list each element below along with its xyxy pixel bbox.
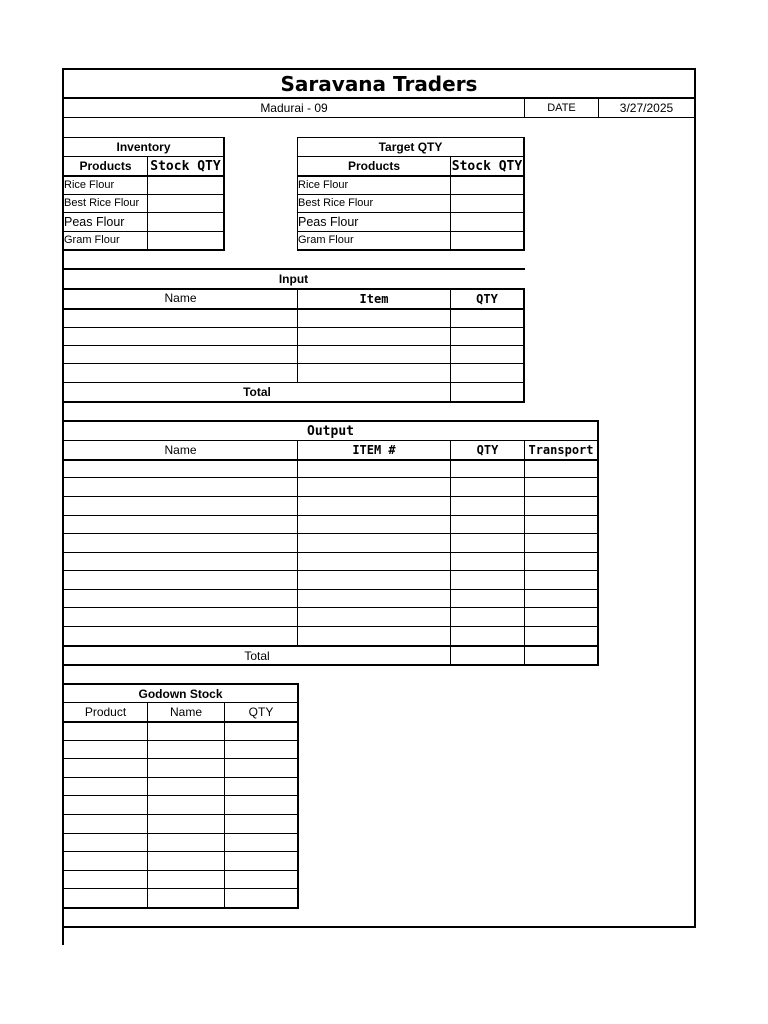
output-col-name: Name [164, 443, 197, 457]
inventory-row-product: Gram Flour [64, 234, 120, 246]
input-col-qty: QTY [476, 292, 498, 306]
target-col-stock: Stock QTY [451, 158, 523, 174]
date-value: 3/27/2025 [619, 101, 674, 115]
input-col-name: Name [164, 291, 197, 305]
target-col-products: Products [347, 159, 400, 173]
target-row-product: Gram Flour [298, 234, 354, 246]
godown-title: Godown Stock [138, 686, 223, 701]
inventory-row-product: Peas Flour [64, 214, 125, 229]
target-row-product: Peas Flour [298, 214, 359, 229]
input-col-item: Item [359, 292, 389, 306]
godown-col-product: Product [84, 705, 127, 719]
inventory-row-product: Best Rice Flour [64, 197, 140, 209]
company-title: Saravana Traders [280, 72, 478, 96]
output-col-item: ITEM # [352, 443, 396, 457]
output-title: Output [307, 423, 354, 439]
date-label: DATE [547, 101, 576, 114]
inventory-col-stock: Stock QTY [150, 158, 221, 174]
target-row-product: Best Rice Flour [298, 197, 374, 209]
inventory-row-product: Rice Flour [64, 179, 115, 191]
input-title: Input [278, 272, 309, 286]
output-col-qty: QTY [476, 443, 499, 457]
output-col-transport: Transport [528, 443, 594, 457]
inventory-title: Inventory [116, 140, 171, 154]
location-label: Madurai - 09 [260, 101, 328, 115]
target-title: Target QTY [378, 140, 443, 154]
output-total-label: Total [244, 648, 270, 663]
godown-col-name: Name [169, 705, 202, 719]
godown-col-qty: QTY [248, 705, 274, 719]
inventory-col-products: Products [79, 159, 132, 173]
input-total-label: Total [243, 385, 271, 399]
target-row-product: Rice Flour [298, 179, 349, 191]
